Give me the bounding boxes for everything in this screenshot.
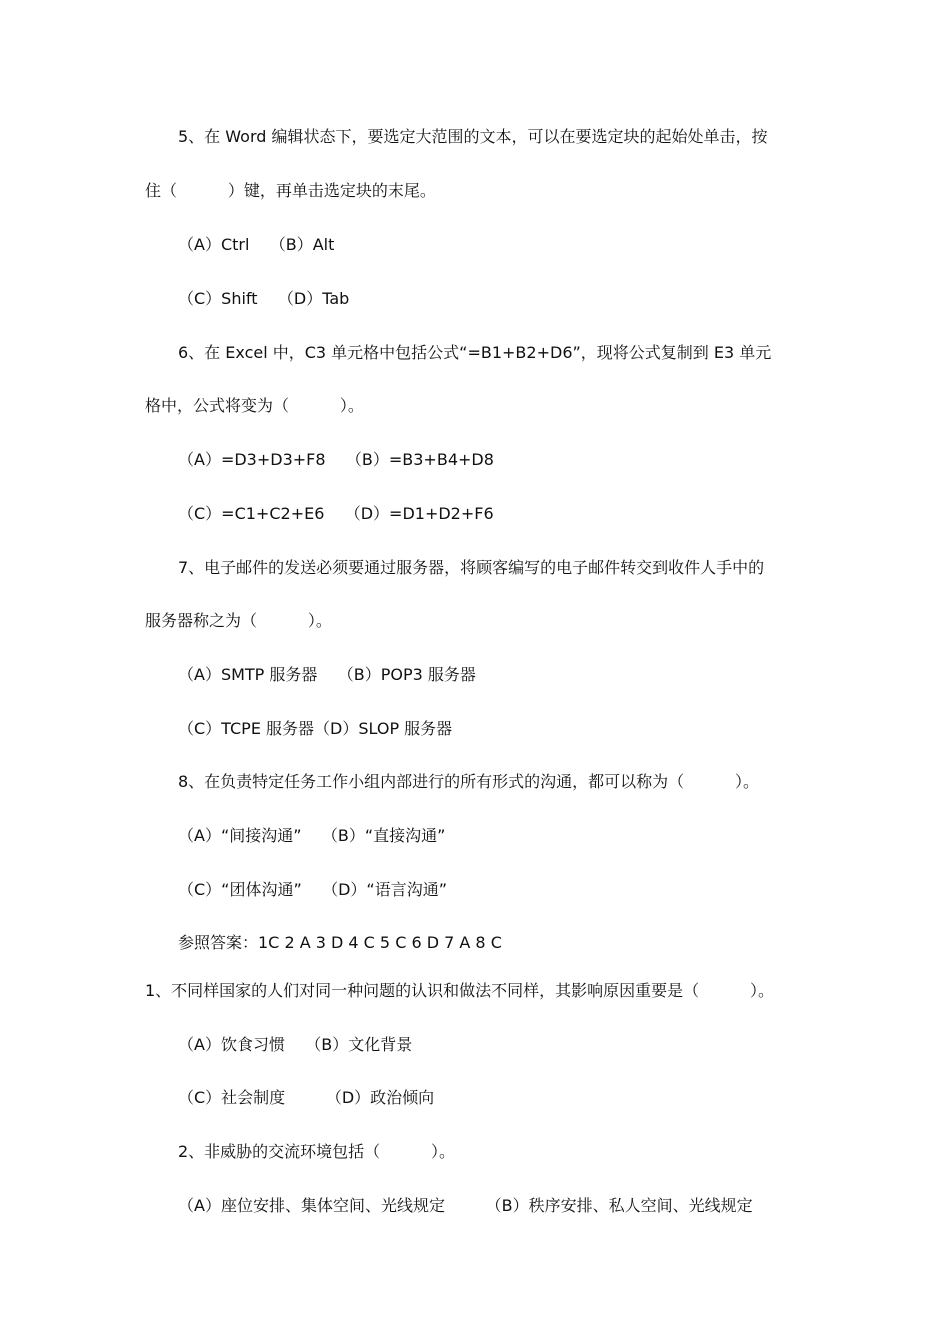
question-6-options-ab: （A）=D3+D3+F8 （B）=B3+B4+D8 — [178, 450, 494, 469]
question-5-line-1: 5、在 Word 编辑状态下，要选定大范围的文本，可以在要选定块的起始处单击，按 — [178, 127, 768, 146]
question-8-line-1: 8、在负责特定任务工作小组内部进行的所有形式的沟通，都可以称为（ ）。 — [178, 772, 760, 791]
question-7-options-cd: （C）TCPE 服务器（D）SLOP 服务器 — [178, 719, 453, 738]
question-2-options-ab: （A）座位安排、集体空间、光线规定 （B）秩序安排、私人空间、光线规定 — [178, 1196, 753, 1215]
answer-key: 参照答案：1C 2 A 3 D 4 C 5 C 6 D 7 A 8 C — [178, 933, 502, 952]
question-5-options-cd: （C）Shift （D）Tab — [178, 289, 350, 308]
question-5-line-2: 住（ ）键，再单击选定块的末尾。 — [145, 181, 436, 200]
question-7-line-1: 7、电子邮件的发送必须要通过服务器，将顾客编写的电子邮件转交到收件人手中的 — [178, 558, 765, 577]
question-6-line-2: 格中，公式将变为（ ）。 — [145, 396, 364, 415]
question-6-line-1: 6、在 Excel 中，C3 单元格中包括公式“=B1+B2+D6”，现将公式复制到 E3 单元 — [178, 343, 772, 362]
question-1-line-1: 1、不同样国家的人们对同一种问题的认识和做法不同样，其影响原因重要是（ ）。 — [145, 981, 775, 1000]
question-2-line-1: 2、非威胁的交流环境包括（ ）。 — [178, 1142, 456, 1161]
question-8-options-ab: （A）“间接沟通” （B）“直接沟通” — [178, 826, 446, 845]
question-8-options-cd: （C）“团体沟通” （D）“语言沟通” — [178, 880, 447, 899]
question-5-options-ab: （A）Ctrl （B）Alt — [178, 235, 335, 254]
question-1-options-ab: （A）饮食习惯 （B）文化背景 — [178, 1035, 413, 1054]
question-7-line-2: 服务器称之为（ ）。 — [145, 611, 332, 630]
question-6-options-cd: （C）=C1+C2+E6 （D）=D1+D2+F6 — [178, 504, 494, 523]
question-7-options-ab: （A）SMTP 服务器 （B）POP3 服务器 — [178, 665, 476, 684]
question-1-options-cd: （C）社会制度 （D）政治倾向 — [178, 1088, 435, 1107]
